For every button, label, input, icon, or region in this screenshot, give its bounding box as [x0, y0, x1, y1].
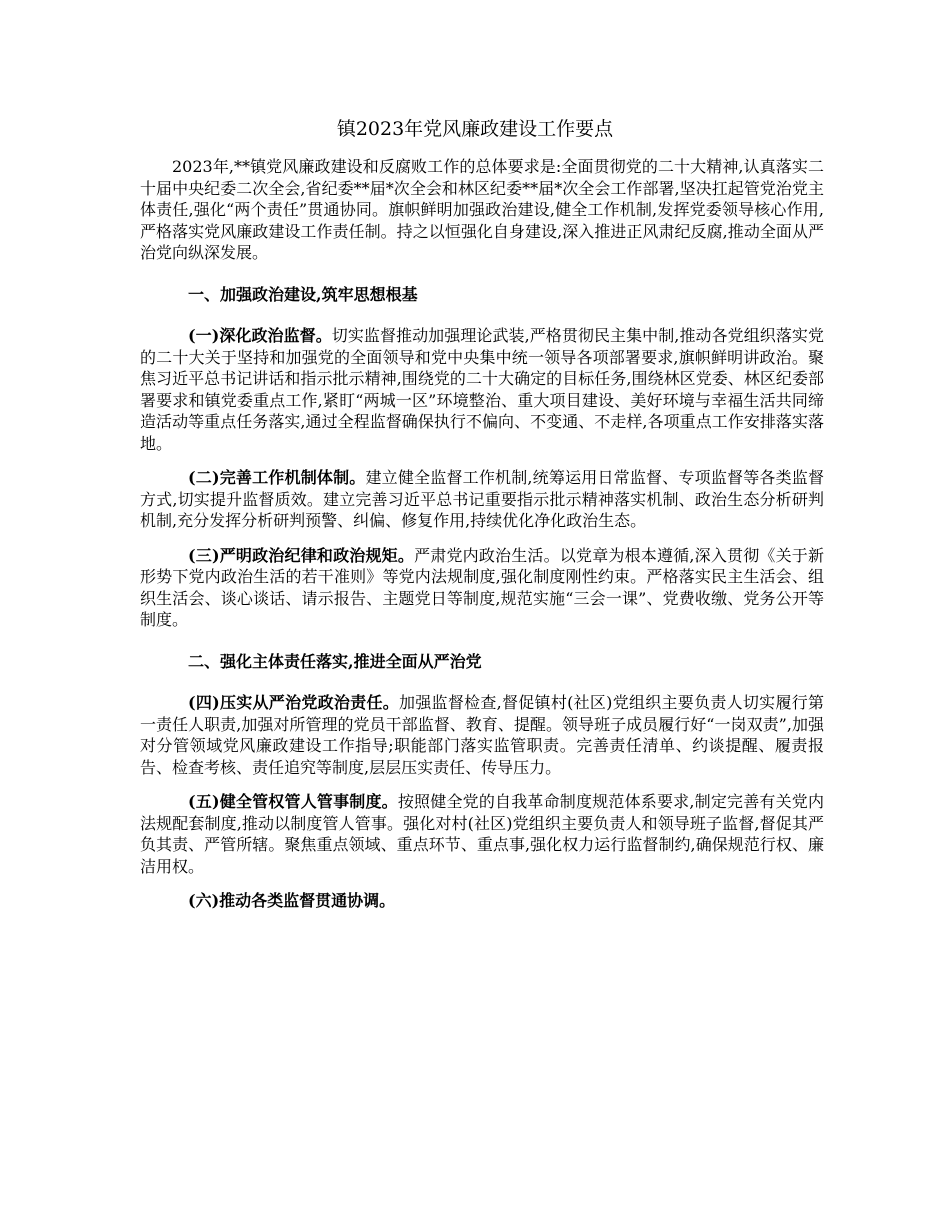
document-title: 镇2023年党风廉政建设工作要点 — [336, 118, 614, 140]
item-4-lead: (四)压实从严治党政治责任。 — [188, 693, 399, 712]
item-3-body: 严肃党内政治生活。以党章为根本遵循,深入贯彻《关于新形势下党内政治生活的若干准则》等党内法规制度,强化制度刚性约束。严格落实民主生活会、组织生活会、谈心谈话、请示报告、主题党日等制度,规范实施“三会一课”、党费收缴、党务公开等制度。 — [140, 545, 824, 629]
item-5 — [140, 791, 824, 877]
item-4 — [140, 692, 824, 778]
item-1-body: 切实监督推动加强理论武装,严格贯彻民主集中制,推动各党组织落实党的二十大关于坚持和加强党的全面领导和党中央集中统一领导各项部署要求,旗帜鲜明讲政治。聚焦习近平总书记讲话和指示批示精神,围绕党的二十大确定的目标任务,围绕林区党委、林区纪委部署要求和镇党委重点工作,紧盯“两城一区”环境整治、重大项目建设、美好环境与幸福生活共同缔造活动等重点任务落实,通过全程监督确保执行不偏向、不变通、不走样,各项重点工作安排落实落地。 — [140, 326, 824, 453]
section-heading-2: 二、强化主体责任落实,推进全面从严治党 — [188, 651, 482, 671]
item-2 — [140, 467, 824, 532]
item-3 — [140, 545, 824, 631]
item-6 — [140, 890, 824, 912]
item-6-lead: (六)推动各类监督贯通协调。 — [188, 891, 396, 910]
section-heading-1: 一、加强政治建设,筑牢思想根基 — [188, 284, 418, 304]
item-4-body: 加强监督检查,督促镇村(社区)党组织主要负责人切实履行第一责任人职责,加强对所管理的党员干部监督、教育、提醒。领导班子成员履行好“一岗双责”,加强对分管领域党风廉政建设工作指导;职能部门落实监管职责。完善责任清单、约谈提醒、履责报告、检查考核、责任追究等制度,层层压实责任、传导压力。 — [140, 693, 824, 777]
intro-paragraph: 2023年,**镇党风廉政建设和反腐败工作的总体要求是:全面贯彻党的二十大精神,认真落实二十届中央纪委二次全会,省纪委**届*次全会和林区纪委**届*次全会工作部署,坚决扛起管党治党主体责任,强化“两个责任”贯通协同。旗帜鲜明加强政治建设,健全工作机制,发挥党委领导核心作用,严格落实党风廉政建设工作责任制。持之以恒强化自身建设,深入推进正风肃纪反腐,推动全面从严治党向纵深发展。 — [140, 157, 824, 262]
item-5-body: 按照健全党的自我革命制度规范体系要求,制定完善有关党内法规配套制度,推动以制度管人管事。强化对村(社区)党组织主要负责人和领导班子监督,督促其严负其责、严管所辖。聚焦重点领域、重点环节、重点事,强化权力运行监督制约,确保规范行权、廉洁用权。 — [140, 792, 824, 876]
item-1-lead: (一)深化政治监督。 — [188, 326, 332, 345]
item-3-lead: (三)严明政治纪律和政治规矩。 — [188, 545, 415, 565]
item-2-body: 建立健全监督工作机制,统筹运用日常监督、专项监督等各类监督方式,切实提升监督质效。建立完善习近平总书记重要指示批示精神落实机制、政治生态分析研判机制,充分发挥分析研判预警、纠偏、修复作用,持续优化净化政治生态。 — [140, 468, 824, 530]
item-2-lead: (二)完善工作机制体制。 — [188, 468, 366, 487]
item-1 — [140, 325, 824, 454]
item-5-lead: (五)健全管权管人管事制度。 — [188, 792, 398, 811]
document-body — [140, 156, 824, 925]
